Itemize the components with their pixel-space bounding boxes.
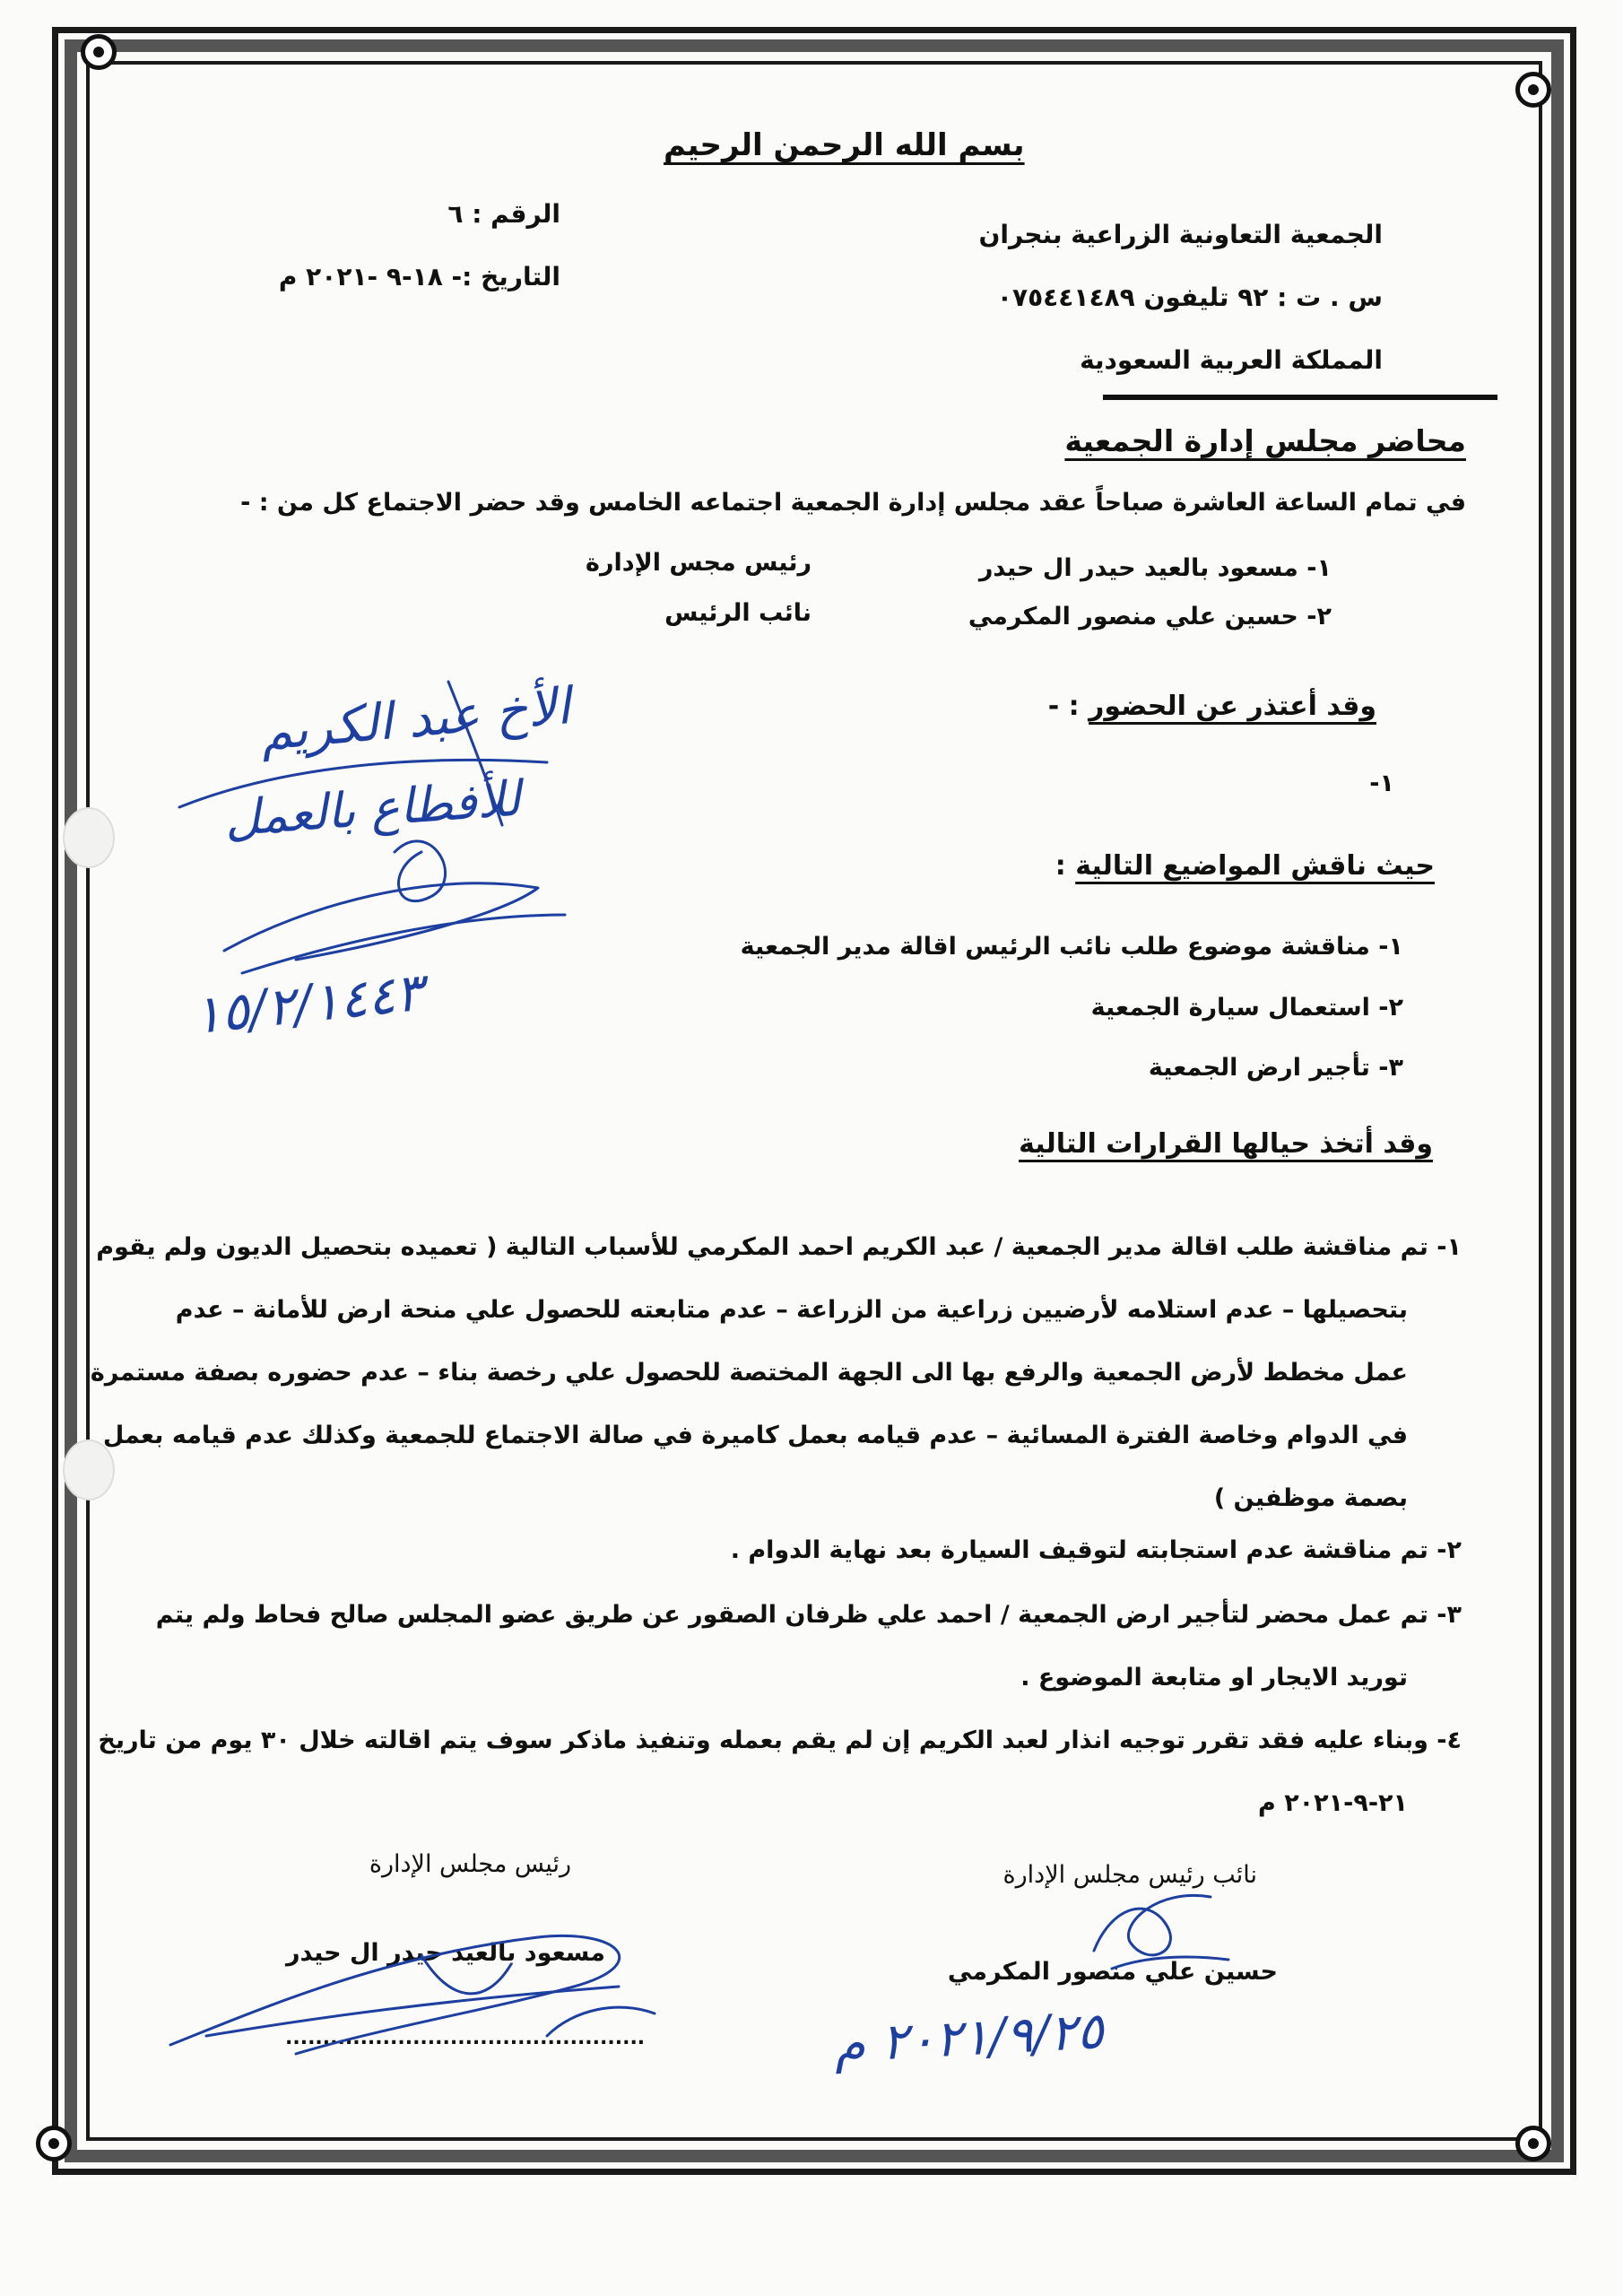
minutes-title: محاضر مجلس إدارة الجمعية	[1064, 423, 1466, 458]
intro-paragraph: في تمام الساعة العاشرة صباحاً عقد مجلس إدارة الجمعية اجتماعه الخامس وقد حضر الاجتماع كل من : -	[240, 489, 1466, 517]
decision-line: ٣- تم عمل محضر لتأجير ارض الجمعية / احمد علي ظرفان الصقور عن طريق عضو المجلس صالح فحاط ولم يتم	[155, 1601, 1462, 1629]
attendee-name: ١- مسعود بالعيد حيدر ال حيدر	[978, 554, 1332, 582]
vice-chairman-name: حسين علي منصور المكرمي	[947, 1958, 1278, 1986]
decision-line: ٢١-٩-٢٠٢١ م	[1257, 1789, 1408, 1817]
decision-line: ٤- وبناء عليه فقد تقرر توجيه انذار لعبد الكريم إن لم يقم بعمله وتنفيذ ماذكر سوف يتم اقالته خلال ٣٠ يوم من تاريخ	[98, 1726, 1462, 1754]
corner-ornament-icon	[81, 34, 117, 70]
chairman-title: رئيس مجلس الإدارة	[369, 1850, 571, 1878]
chairman-signature	[152, 1901, 673, 2072]
decision-line: بتحصيلها – عدم استلامه لأرضيين زراعية من الزراعة – عدم متابعته للحصول علي منحة ارض للأمانة – عدم	[175, 1296, 1408, 1324]
basmala: بسم الله الرحمن الرحيم	[664, 127, 1025, 163]
corner-ornament-icon	[1515, 2126, 1551, 2161]
topics-heading: حيث ناقش المواضيع التالية :	[1055, 850, 1435, 882]
signature-dots: ................................................	[285, 2027, 646, 2049]
decision-line: ٢- تم مناقشة عدم استجابته لتوقيف السيارة بعد نهاية الدوام .	[730, 1536, 1462, 1564]
absent-item: ١-	[1369, 770, 1394, 797]
attendee-role: نائب الرئيس	[664, 599, 812, 627]
punch-hole	[63, 807, 115, 868]
attendee-role: رئيس مجس الإدارة	[586, 549, 812, 577]
decisions-heading: وقد أتخذ حيالها القرارات التالية	[1019, 1128, 1433, 1160]
attendee-name: ٢- حسين علي منصور المكرمي	[968, 603, 1332, 631]
handwritten-date: ٢٠٢١/٩/٢٥ م	[832, 2002, 1106, 2074]
topic-item: ٣- تأجير ارض الجمعية	[1148, 1054, 1403, 1082]
handwritten-date: ١٥/٢/١٤٤٣	[190, 961, 427, 1047]
organization-name: الجمعية التعاونية الزراعية بنجران	[978, 220, 1383, 249]
handwritten-note: الأخ عبد الكريم	[257, 677, 573, 762]
topic-item: ٢- استعمال سيارة الجمعية	[1090, 994, 1403, 1022]
document-date: التاريخ :- ١٨-٩ -٢٠٢١ م	[278, 262, 560, 291]
organization-contact: س . ت : ٩٢ تليفون ٠٧٥٤٤١٤٨٩	[996, 283, 1383, 312]
decision-line: عمل مخطط لأرض الجمعية والرفع بها الى الجهة المختصة للحصول علي رخصة بناء – عدم حضوره بصفة مستمرة	[90, 1359, 1408, 1387]
handwritten-signature-scribble	[161, 646, 628, 1022]
country-name: المملكة العربية السعودية	[1080, 345, 1383, 375]
absent-heading: وقد أعتذر عن الحضور : -	[1047, 691, 1376, 722]
decision-line: في الدوام وخاصة الفترة المسائية – عدم قيامه بعمل كاميرة في صالة الاجتماع للجمعية وكذلك عدم قيامه بعمل	[102, 1422, 1408, 1449]
chairman-name: مسعود بالعيد حيدر ال حيدر	[285, 1939, 605, 1967]
header-divider	[1103, 395, 1497, 400]
vice-chairman-title: نائب رئيس مجلس الإدارة	[1002, 1861, 1257, 1889]
handwritten-note: للأفطاع بالعمل	[222, 770, 523, 848]
decision-line: توريد الايجار او متابعة الموضوع .	[1020, 1664, 1408, 1692]
vice-chairman-signature	[1076, 1870, 1237, 1987]
document-number: الرقم : ٦	[447, 199, 560, 229]
corner-ornament-icon	[1515, 72, 1551, 108]
decision-line: بصمة موظفين )	[1213, 1484, 1408, 1512]
decision-line: ١- تم مناقشة طلب اقالة مدير الجمعية / عبد الكريم احمد المكرمي للأسباب التالية ( تعميده بتحصيل الديون ولم يقوم	[96, 1233, 1462, 1261]
corner-ornament-icon	[36, 2126, 72, 2161]
topic-item: ١- مناقشة موضوع طلب نائب الرئيس اقالة مدير الجمعية	[740, 933, 1403, 961]
